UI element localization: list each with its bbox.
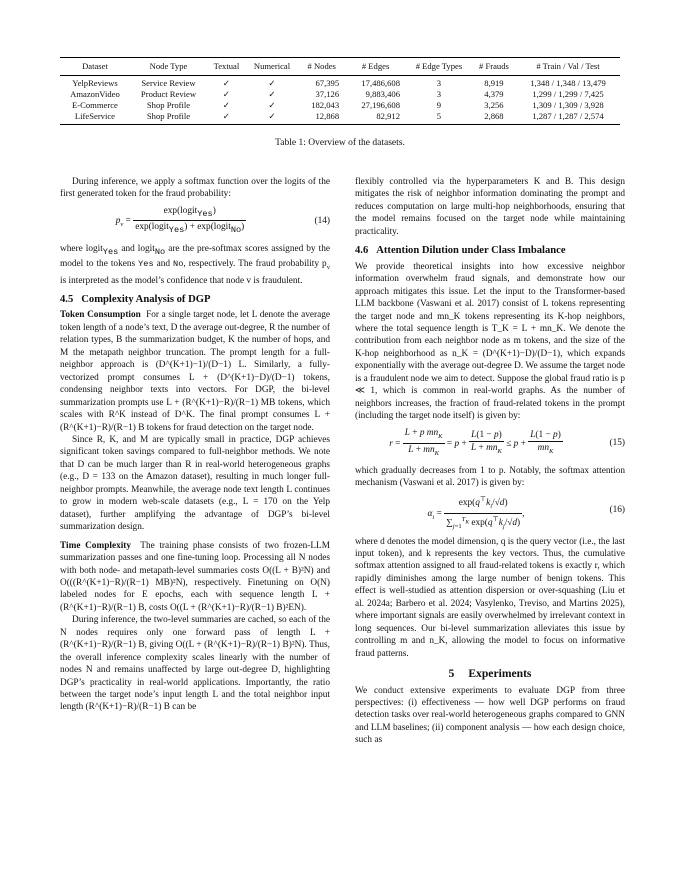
col-split: # Train / Val / Test (536, 61, 600, 71)
paragraph: which gradually decreases from 1 to p. Notably, the softmax attention mechanism (Vaswani et al. 2017) is given by: (355, 465, 625, 489)
paragraph (60, 540, 330, 615)
table-header-row (60, 58, 620, 76)
table-row (60, 89, 620, 100)
paragraph: where d denotes the model dimension, q is the query vector (i.e., the last input token), and k represents the key vectors. Thus, the cumulative softmax attention assigned to all fraud-related tokens is exactly r, which rapidly diminishes among the large number of benign tokens. This effect is well-studied as attention dispersion or over-squashing (Liu et al. 2024a; Barbero et al. 2024; Vasylenko, Treviso, and Martins 2025), where important signals are easily overwhelmed by irrelevant context in long sequences. Our bi-level summarization alleviates this issue by controlling m and n_K, allowing the model to focus on informative fraud patterns. (355, 536, 625, 659)
equation-number: (14) (314, 215, 330, 226)
cell: 12,868 (315, 111, 340, 121)
equation-number: (16) (609, 504, 625, 515)
col-edges: # Edges (361, 61, 390, 71)
cell: 3,256 (484, 100, 504, 110)
paragraph: During inference, we apply a softmax function over the logits of the first generated token for the fraud probability: (60, 177, 330, 200)
cell: Shop Profile (146, 111, 191, 121)
text: is interpreted as the model’s confidence that node v is fraudulent. (60, 275, 303, 286)
section-title: Attention Dilution under Class Imbalance (376, 245, 566, 257)
equation-15 (355, 427, 625, 461)
cell: 1,287 / 1,287 / 2,574 (532, 111, 604, 121)
cell: 1,299 / 1,299 / 7,425 (532, 89, 604, 99)
paragraph-heading: Time Complexity (60, 540, 132, 551)
check-icon: ✓ (268, 111, 276, 121)
cell: 3 (436, 78, 442, 88)
check-icon: ✓ (268, 100, 276, 110)
paragraph: flexibly controlled via the hyperparameters K and B. This design mitigates the risk of neighbor information dominating the prompt and reduces computation on large multi-hop neighborhoods, ensuring that the model remains focused on the target node while maintaining practicality. (355, 177, 625, 237)
token-no: No (173, 259, 184, 270)
col-numerical: Numerical (253, 61, 291, 71)
section-title: Complexity Analysis of DGP (81, 293, 211, 305)
paragraph (60, 309, 330, 434)
table-row (60, 111, 620, 125)
paragraph: where logit$_{Yes}$ and logit$_{No}$ are the pre-softmax scores assigned by the model to the tokens Yes and No, respectively. The fraud probability $p_v$ is interpreted as the model’s confidence that node v is fraudulent. (60, 243, 330, 286)
equation-14 (60, 205, 330, 239)
check-icon: ✓ (268, 89, 276, 99)
cell: 37,126 (315, 89, 340, 99)
datasets-table (60, 57, 620, 125)
cell: 182,043 (311, 100, 340, 110)
cell: 8,919 (484, 78, 504, 88)
text: , respectively. The fraud probability p (183, 259, 327, 270)
cell: 5 (436, 111, 442, 121)
equation-body: $p_v$ = $\frac{\exp(logit_{Yes})}{\exp(logit_{Yes}) + \exp(logit_{No})}$ (115, 205, 245, 236)
cell: Product Review (140, 89, 197, 99)
section-heading-4-5 (60, 294, 330, 306)
col-nodes: # Nodes (307, 61, 336, 71)
table-row (60, 76, 620, 90)
section-heading-5 (355, 668, 625, 680)
check-icon: ✓ (222, 89, 230, 99)
paragraph: We provide theoretical insights into how excessive neighbor information overwhelm fraud signals, and demonstrate how our approach mitigates this issue. Let the input to the Transformer-based LLM backbone (Vaswani et al. 2017) consist of L tokens representing the target node and mn_K tokens representing its K-hop neighbors, where the total sequence length is T_K = L + mn_K. We denote the contribution from each neighbor node as m tokens, and the size of the K-hop neighborhood as n_K = (D^(K+1)−D)/(D−1), which expands exponentially with the average out-degree D. We assume the target node is a fraudulent node we aim to detect. Suppose the global fraud ratio is p ≪ 1, which is common in real-world graphs. As the number of neighbors increases, the fraction of fraud-related tokens in the prompt (including the target node itself) is given by: (355, 261, 625, 422)
text: where logit (60, 243, 103, 254)
text: and (153, 259, 174, 270)
cell: 1,309 / 1,309 / 3,928 (532, 100, 604, 110)
cell: 3 (436, 89, 442, 99)
section-number: 4.5 (60, 293, 74, 305)
left-column (60, 176, 330, 714)
text: are the pre-softmax scores assigned by the model to the tokens (60, 243, 330, 270)
cell: 82,912 (376, 111, 401, 121)
col-dataset: Dataset (82, 61, 108, 71)
cell: 67,395 (315, 78, 340, 88)
cell: 27,196,608 (361, 100, 401, 110)
col-frauds: # Frauds (479, 61, 509, 71)
equation-16 (355, 494, 625, 532)
cell: E-Commerce (72, 100, 118, 110)
table-row (60, 100, 620, 111)
paragraph: Since R, K, and M are typically small in practice, DGP achieves significant token savings compared to full-neighbor methods. We note that D can be much larger than R in real-world heterogeneous graphs (e.g., D = 133 on the Amazon dataset), resulting in much longer full-neighbor prompts. Meanwhile, the average node text length L continues to grow in modern web-scale datasets (e.g., L = 170 on the Yelp dataset), further amplifying the advantage of DGP’s bi-level summarization design. (60, 434, 330, 533)
cell: 2,868 (484, 111, 504, 121)
check-icon: ✓ (268, 78, 276, 88)
text: For a single target node, let L denote the average token length of a node’s text, D the average out-degree, R the number of relation types, B the summarization budget, K the number of hops, and M the metapath neighbor truncation. The prompt length for a full-neighbor approach is (D^(K+1)−1)/(D−1) L. Similarly, a fully-vectorized prompt consumes L + (D^(K+1)−D)/(D−1) tokens, condensing neighbor texts into vectors. For DGP, the bi-level summarization prompts use L + (R^(K+1)−R)/(R−1) MB tokens, which scales with R^K instead of D^K. The final prompt consumes L + (R^(K+1)−R)/(R−1) B tokens for fraud detection on the target node. (60, 310, 330, 433)
col-textual: Textual (213, 61, 240, 71)
check-icon: ✓ (222, 78, 230, 88)
cell: YelpReviews (72, 78, 118, 88)
cell: Shop Profile (146, 100, 191, 110)
col-edge-types: # Edge Types (415, 61, 463, 71)
equation-body: $\alpha_i$ = $\frac{\exp(q^⊤k_i/√d)}{\sum_{j=1}^{T_K} \exp(q^⊤k_j/√d)}$ , (427, 495, 525, 530)
cell: 9 (436, 100, 442, 110)
equation-number: (15) (609, 437, 625, 448)
cell: Service Review (141, 78, 196, 88)
cell: 1,348 / 1,348 / 13,479 (530, 78, 606, 88)
token-yes: Yes (138, 259, 154, 270)
paragraph-heading: Token Consumption (60, 310, 141, 321)
section-number: 5 (448, 667, 455, 681)
equation-body: r = $\frac{L + p mn_K}{L + mn_K}$ = p + $\frac{L(1 - p)}{L + mn_K}$ ≤ p + $\frac{L(1 - p)}{mn_K}$ (389, 427, 561, 457)
cell: 17,486,608 (361, 78, 401, 88)
text: The training phase consists of two frozen-LLM summarization passes and one fine-tuning loop. Processing all N nodes with both node- and metapath-level summaries costs O((L + B)²N) and O(((R^(K+1)−R)/(R−1) MB)²N), respectively. Finetuning on O(N) labeled nodes for E epochs, each with sequence length L + (R^(K+1)−R)/(R−1) B, costs O((L + (R^(K+1)−R)/(R−1) B)²EN). (60, 540, 330, 613)
table-caption: Table 1: Overview of the datasets. (275, 138, 405, 148)
check-icon: ✓ (222, 111, 230, 121)
section-title: Experiments (468, 667, 532, 681)
cell: LifeService (74, 111, 115, 121)
section-heading-4-6 (355, 245, 625, 257)
check-icon: ✓ (222, 100, 230, 110)
fraction: $\frac{\exp(logit_{Yes})}{\exp(logit_{Yes}) + \exp(logit_{No})}$ (135, 205, 245, 236)
section-number: 4.6 (355, 245, 369, 257)
paragraph: We conduct extensive experiments to evaluate DGP from three perspectives: (i) effectiveness — how well DGP performs on fraud detection tasks over real-world heterogeneous graphs compared to GNN and LLM baselines; (ii) component analysis — how each design choice, such as (355, 685, 625, 746)
text: and logit (118, 243, 155, 254)
cell: 9,883,406 (365, 89, 401, 99)
paragraph: During inference, the two-level summaries are cached, so each of the N nodes requires only one forward pass of length L + (R^(K+1)−R)/(R−1) B, giving O((L + (R^(K+1)−R)/(R−1) B)²N). Thus, the overall inference complexity scales linearly with the number of nodes N and remains unaffected by large out-degree D, highlighting DGP’s practicality in real-world applications. Importantly, the ratio between the target node’s input length L and the total neighbor input length (R^(K+1)−R)/(R−1) B can be (60, 615, 330, 713)
right-column (355, 176, 625, 747)
cell: AmazonVideo (70, 89, 120, 99)
col-node-type: Node Type (149, 61, 188, 71)
cell: 4,379 (484, 89, 504, 99)
